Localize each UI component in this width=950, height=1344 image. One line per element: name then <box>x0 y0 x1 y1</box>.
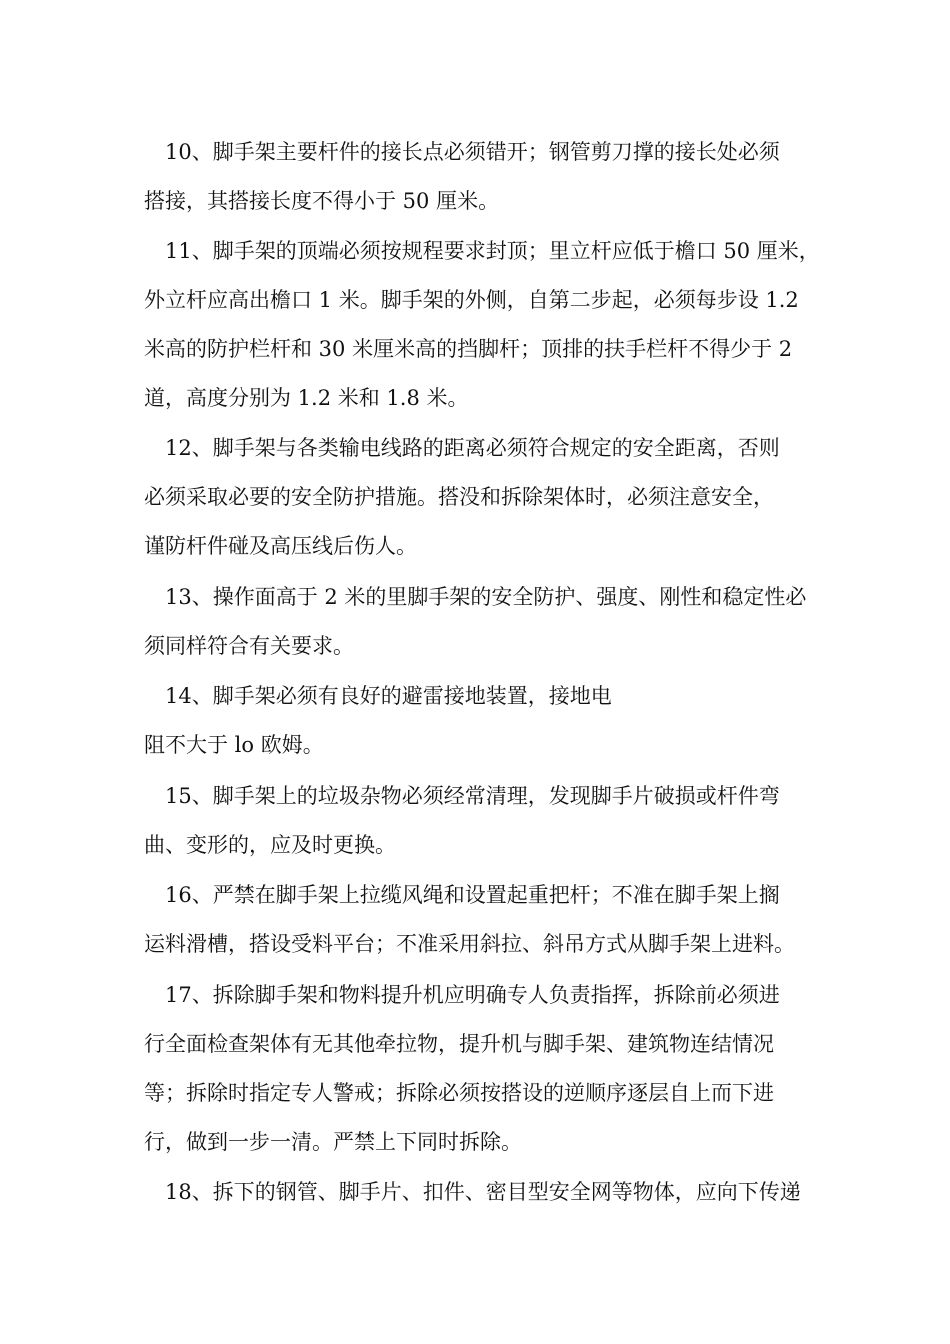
paragraph-17-line-4: 行，做到一步一清。严禁上下同时拆除。 <box>144 1130 522 1154</box>
paragraph-15-line-2: 曲、变形的，应及时更换。 <box>144 833 396 857</box>
paragraph-16-line-1: 16、严禁在脚手架上拉缆风绳和设置起重把杆；不准在脚手架上搁 <box>165 883 780 907</box>
paragraph-11-line-1: 11、脚手架的顶端必须按规程要求封顶；里立杆应低于檐口 50 厘米， <box>165 239 820 263</box>
paragraph-14-line-1: 14、脚手架必须有良好的避雷接地装置，接地电 <box>165 684 612 708</box>
paragraph-15-line-1: 15、脚手架上的垃圾杂物必须经常清理，发现脚手片破损或杆件弯 <box>165 784 780 808</box>
paragraph-12-line-1: 12、脚手架与各类输电线路的距离必须符合规定的安全距离，否则 <box>165 436 780 460</box>
paragraph-17-line-1: 17、拆除脚手架和物料提升机应明确专人负责指挥，拆除前必须进 <box>165 983 780 1007</box>
paragraph-12-line-2: 必须采取必要的安全防护措施。搭没和拆除架体时，必须注意安全， <box>144 485 774 509</box>
paragraph-13-line-1: 13、操作面高于 2 米的里脚手架的安全防护、强度、刚性和稳定性必 <box>165 585 807 609</box>
paragraph-11-line-3: 米高的防护栏杆和 30 米厘米高的挡脚杆；顶排的扶手栏杆不得少于 2 <box>144 337 793 361</box>
paragraph-11-line-4: 道，高度分别为 1.2 米和 1.8 米。 <box>144 386 469 410</box>
paragraph-10-line-1: 10、脚手架主要杆件的接长点必须错开；钢管剪刀撑的接长处必须 <box>165 140 780 164</box>
paragraph-10-line-2: 搭接，其搭接长度不得小于 50 厘米。 <box>144 189 500 213</box>
paragraph-17-line-3: 等；拆除时指定专人警戒；拆除必须按搭设的逆顺序逐层自上而下进 <box>144 1081 774 1105</box>
paragraph-16-line-2: 运料滑槽，搭设受料平台；不准采用斜拉、斜吊方式从脚手架上进料。 <box>144 932 795 956</box>
paragraph-13-line-2: 须同样符合有关要求。 <box>144 634 354 658</box>
paragraph-11-line-2: 外立杆应高出檐口 1 米。脚手架的外侧，自第二步起，必须每步设 1.2 <box>144 288 799 312</box>
paragraph-17-line-2: 行全面检查架体有无其他牵拉物，提升机与脚手架、建筑物连结情况 <box>144 1032 774 1056</box>
paragraph-14-line-2: 阻不大于 lo 欧姆。 <box>144 733 324 757</box>
paragraph-12-line-3: 谨防杆件碰及高压线后伤人。 <box>144 534 417 558</box>
paragraph-18-line-1: 18、拆下的钢管、脚手片、扣件、密目型安全网等物体，应向下传递 <box>165 1180 801 1204</box>
